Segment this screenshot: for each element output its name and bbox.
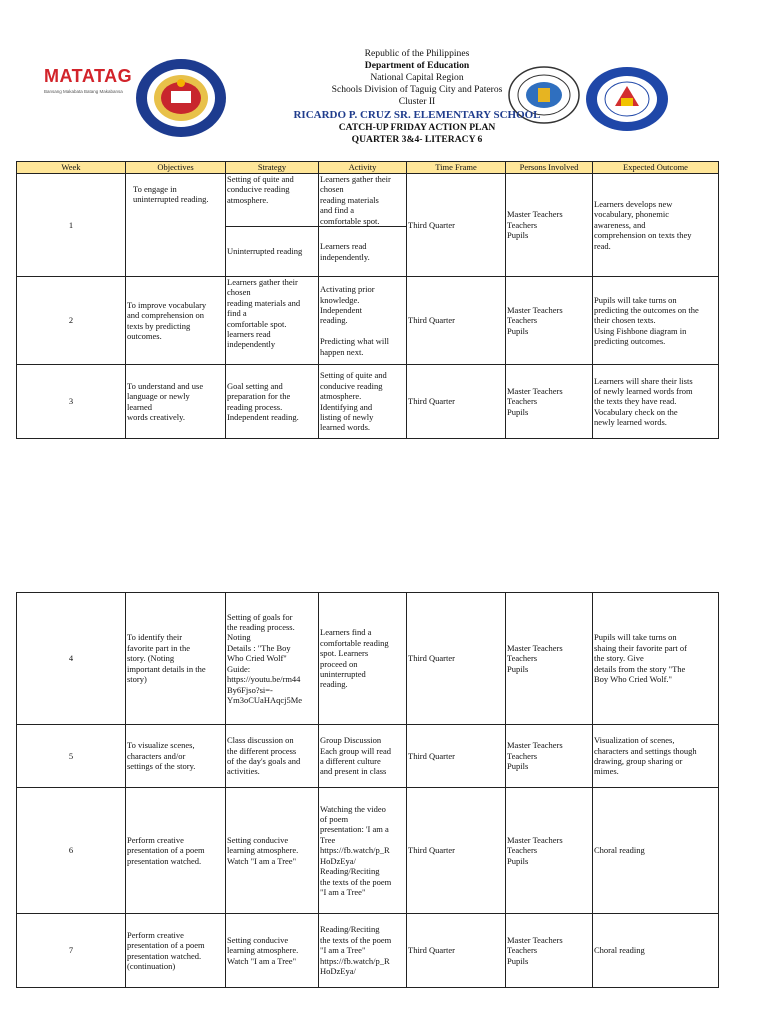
activity-cell: Reading/Reciting the texts of the poem "I am a Tree" https://fb.watch/p_R HoDzEya/	[319, 914, 407, 988]
week-cell: 4	[17, 593, 126, 725]
time-frame-cell: Third Quarter	[407, 365, 506, 439]
table-row	[17, 277, 719, 365]
week-cell: 5	[17, 725, 126, 788]
objectives-cell: To engage in uninterrupted reading.	[126, 174, 226, 277]
header-republic: Republic of the Philippines	[364, 48, 470, 59]
activity-cell: Learners gather their chosen reading materials and find a comfortable spot.	[319, 174, 407, 227]
week-cell: 3	[17, 365, 126, 439]
col-header-persons: Persons Involved	[506, 162, 593, 174]
col-header-outcome: Expected Outcome	[593, 162, 719, 174]
outcome-cell: Choral reading	[593, 788, 719, 914]
strategy-cell: Setting of goals for the reading process. Noting Details : "The Boy Who Cried Wolf" Guide: https://youtu.be/rm44 By6Fjso?si=- Ym3oCUaHAqcj5Me	[226, 593, 319, 725]
week-cell: 7	[17, 914, 126, 988]
table-row	[17, 174, 719, 227]
strategy-cell: Setting of quite and conducive reading atmosphere.	[226, 174, 319, 227]
strategy-cell: Goal setting and preparation for the reading process. Independent reading.	[226, 365, 319, 439]
header-division: Schools Division of Taguig City and Pateros	[331, 84, 503, 95]
outcome-cell: Visualization of scenes, characters and settings though drawing, group sharing or mimes.	[593, 725, 719, 788]
time-frame-cell: Third Quarter	[407, 593, 506, 725]
objectives-cell: To understand and use language or newly learned words creatively.	[126, 365, 226, 439]
col-header-time-frame: Time Frame	[407, 162, 506, 174]
objectives-cell: Perform creative presentation of a poem presentation watched.	[126, 788, 226, 914]
table-row	[17, 593, 719, 725]
outcome-cell: Choral reading	[593, 914, 719, 988]
time-frame-cell: Third Quarter	[407, 788, 506, 914]
table-row	[17, 914, 719, 988]
col-header-week: Week	[17, 162, 126, 174]
table-header-row	[17, 162, 719, 174]
table-row	[17, 788, 719, 914]
header-region: National Capital Region	[370, 72, 464, 83]
table-row	[17, 725, 719, 788]
header-school-name: RICARDO P. CRUZ SR. ELEMENTARY SCHOOL	[293, 109, 541, 121]
header-department: Department of Education	[364, 60, 470, 71]
outcome-cell: Pupils will take turns on predicting the outcomes on the their chosen texts. Using Fishbone diagram in predicting outcomes.	[593, 277, 719, 365]
activity-cell: Learners read independently.	[319, 227, 407, 277]
header-subtitle: QUARTER 3&4- LITERACY 6	[351, 134, 483, 145]
persons-cell: Master Teachers Teachers Pupils	[506, 277, 593, 365]
strategy-cell: Setting conducive learning atmosphere. Watch "I am a Tree"	[226, 914, 319, 988]
matatag-logo	[44, 66, 133, 106]
strategy-cell: Learners gather their chosen reading materials and find a comfortable spot. learners read independently	[226, 277, 319, 365]
week-cell: 2	[17, 277, 126, 365]
persons-cell: Master Teachers Teachers Pupils	[506, 725, 593, 788]
time-frame-cell: Third Quarter	[407, 725, 506, 788]
strategy-cell: Class discussion on the different process of the day's goals and activities.	[226, 725, 319, 788]
strategy-cell: Setting conducive learning atmosphere. Watch "I am a Tree"	[226, 788, 319, 914]
col-header-objectives: Objectives	[126, 162, 226, 174]
persons-cell: Master Teachers Teachers Pupils	[506, 365, 593, 439]
persons-cell: Master Teachers Teachers Pupils	[506, 914, 593, 988]
objectives-cell: Perform creative presentation of a poem presentation watched. (continuation)	[126, 914, 226, 988]
activity-cell: Group Discussion Each group will read a different culture and present in class	[319, 725, 407, 788]
time-frame-cell: Third Quarter	[407, 914, 506, 988]
col-header-strategy: Strategy	[226, 162, 319, 174]
week-cell: 1	[17, 174, 126, 277]
activity-cell: Activating prior knowledge. Independent reading. Predicting what will happen next.	[319, 277, 407, 365]
outcome-cell: Learners develops new vocabulary, phonemic awareness, and comprehension on texts they read.	[593, 174, 719, 277]
time-frame-cell: Third Quarter	[407, 277, 506, 365]
document-header	[200, 48, 634, 146]
objectives-cell: To visualize scenes, characters and/or settings of the story.	[126, 725, 226, 788]
matatag-wordmark: MATATAG	[44, 66, 133, 86]
activity-cell: Setting of quite and conducive reading atmosphere. Identifying and listing of newly learned words.	[319, 365, 407, 439]
activity-cell: Watching the video of poem presentation: 'I am a Tree https://fb.watch/p_R HoDzEya/ Reading/Reciting the texts of the poem "I am a Tree"	[319, 788, 407, 914]
activity-cell: Learners find a comfortable reading spot. Learners proceed on uninterrupted reading.	[319, 593, 407, 725]
matatag-tagline: Bansang Makabata Batang Makabansa	[44, 89, 123, 94]
header-cluster: Cluster II	[398, 96, 436, 107]
week-cell: 6	[17, 788, 126, 914]
outcome-cell: Learners will share their lists of newly learned words from the texts they have read. Vocabulary check on the newly learned words.	[593, 365, 719, 439]
persons-cell: Master Teachers Teachers Pupils	[506, 593, 593, 725]
strategy-cell: Uninterrupted reading	[226, 227, 319, 277]
persons-cell: Master Teachers Teachers Pupils	[506, 174, 593, 277]
objectives-cell: To improve vocabulary and comprehension on texts by predicting outcomes.	[126, 277, 226, 365]
objectives-cell: To identify their favorite part in the story. (Noting important details in the story)	[126, 593, 226, 725]
persons-cell: Master Teachers Teachers Pupils	[506, 788, 593, 914]
outcome-cell: Pupils will take turns on shaing their favorite part of the story. Give details from the story "The Boy Who Cried Wolf."	[593, 593, 719, 725]
col-header-activity: Activity	[319, 162, 407, 174]
action-plan-table-part2	[16, 592, 719, 988]
table-row	[17, 365, 719, 439]
header-title: CATCH-UP FRIDAY ACTION PLAN	[338, 122, 496, 133]
time-frame-cell: Third Quarter	[407, 174, 506, 277]
action-plan-table-part1	[16, 161, 719, 439]
